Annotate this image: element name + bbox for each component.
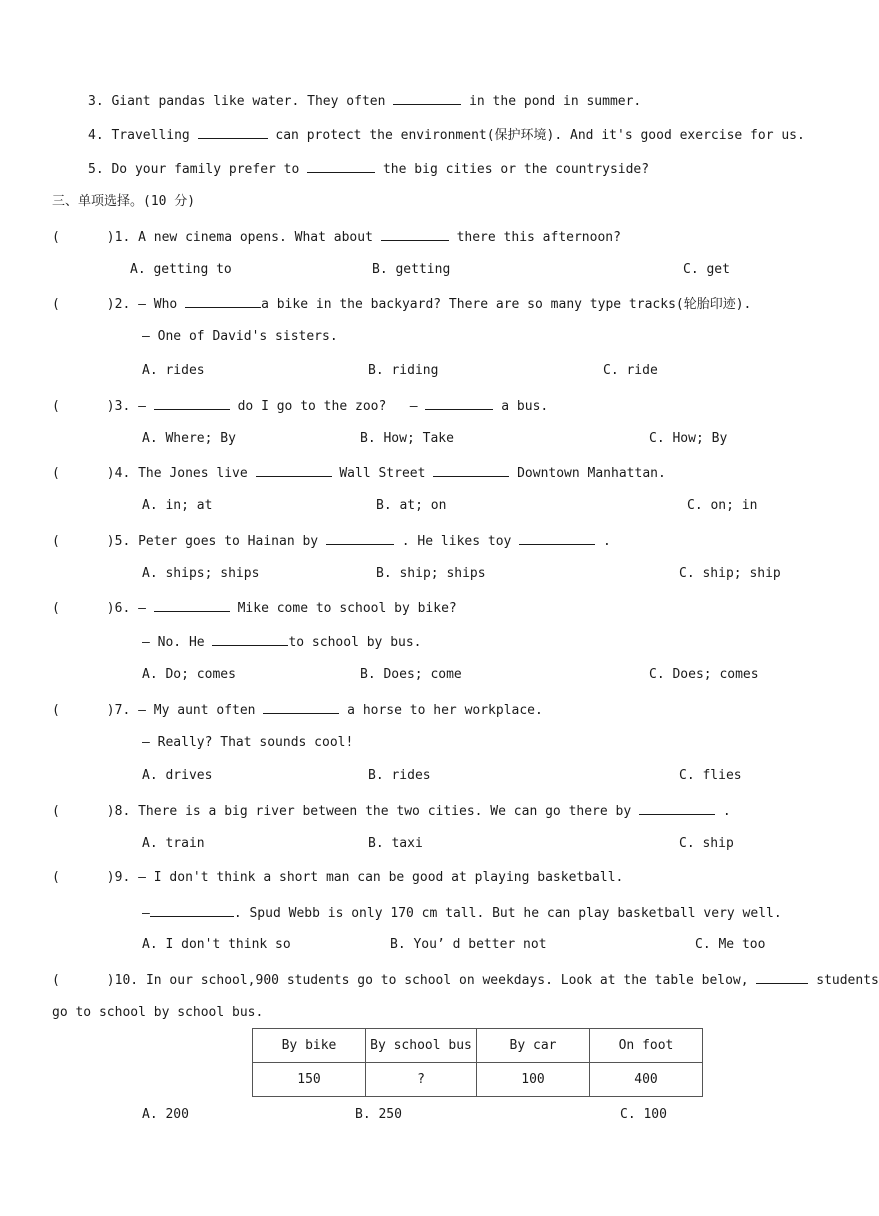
question-5: ( )5. Peter goes to Hainan by . He likes toy . <box>52 534 611 549</box>
option-a[interactable]: A. train <box>142 836 205 851</box>
option-b[interactable]: B. You’ d better not <box>390 937 547 952</box>
option-c[interactable]: C. Me too <box>695 937 766 952</box>
answer-blank[interactable] <box>307 160 375 173</box>
reply-line: — . Spud Webb is only 170 cm tall. But he can play basketball very well. <box>142 906 782 921</box>
option-a[interactable]: A. ships; ships <box>142 566 260 581</box>
question-7: ( )7. — My aunt often a horse to her workplace. <box>52 703 543 718</box>
question-2: ( )2. — Who a bike in the backyard? There are so many type tracks(轮胎印迹). <box>52 297 752 312</box>
table-cell: 150 <box>253 1063 366 1097</box>
option-c[interactable]: C. ship <box>679 836 734 851</box>
question-8: ( )8. There is a big river between the two cities. We can go there by . <box>52 804 731 819</box>
question-4: ( )4. The Jones live Wall Street Downtown Manhattan. <box>52 466 666 481</box>
answer-blank[interactable] <box>639 802 715 815</box>
table-row <box>253 1063 703 1097</box>
option-c[interactable]: C. get <box>683 262 730 277</box>
option-b[interactable]: B. Does; come <box>360 667 462 682</box>
option-a[interactable]: A. Do; comes <box>142 667 236 682</box>
option-c[interactable]: C. on; in <box>687 498 758 513</box>
option-b[interactable]: B. ship; ships <box>376 566 486 581</box>
answer-blank[interactable] <box>150 904 234 917</box>
table-header-cell: By bike <box>253 1029 366 1063</box>
answer-blank[interactable] <box>756 971 808 984</box>
option-a[interactable]: A. rides <box>142 363 205 378</box>
question-10-continued: go to school by school bus. <box>52 1005 264 1020</box>
reply-line: — Really? That sounds cool! <box>142 735 354 750</box>
option-c[interactable]: C. 100 <box>620 1107 667 1122</box>
answer-blank[interactable] <box>154 397 230 410</box>
option-b[interactable]: B. How; Take <box>360 431 454 446</box>
answer-blank[interactable] <box>425 397 493 410</box>
answer-blank[interactable] <box>185 295 261 308</box>
answer-blank[interactable] <box>381 228 449 241</box>
question-10: ( )10. In our school,900 students go to school on weekdays. Look at the table below, students <box>52 973 879 988</box>
table-header-cell: By car <box>477 1029 590 1063</box>
reply-line: — One of David's sisters. <box>142 329 338 344</box>
table-header-cell: On foot <box>590 1029 703 1063</box>
section-heading: 三、单项选择。(10 分) <box>52 194 196 209</box>
table-cell: ? <box>366 1063 477 1097</box>
option-c[interactable]: C. ride <box>603 363 658 378</box>
option-b[interactable]: B. getting <box>372 262 451 277</box>
question-9: ( )9. — I don't think a short man can be good at playing basketball. <box>52 870 624 885</box>
fill-item-5: 5. Do your family prefer to the big cities or the countryside? <box>88 162 650 177</box>
option-b[interactable]: B. rides <box>368 768 431 783</box>
transport-table <box>252 1028 703 1097</box>
answer-blank[interactable] <box>154 599 230 612</box>
option-b[interactable]: B. at; on <box>376 498 447 513</box>
option-c[interactable]: C. Does; comes <box>649 667 759 682</box>
question-3: ( )3. — do I go to the zoo? — a bus. <box>52 399 549 414</box>
answer-blank[interactable] <box>433 464 509 477</box>
table-header-row <box>253 1029 703 1063</box>
answer-blank[interactable] <box>256 464 332 477</box>
option-c[interactable]: C. flies <box>679 768 742 783</box>
option-b[interactable]: B. riding <box>368 363 439 378</box>
answer-blank[interactable] <box>212 633 288 646</box>
reply-line: — No. He to school by bus. <box>142 635 422 650</box>
answer-blank[interactable] <box>263 701 339 714</box>
answer-blank[interactable] <box>326 532 394 545</box>
option-a[interactable]: A. in; at <box>142 498 213 513</box>
option-a[interactable]: A. Where; By <box>142 431 236 446</box>
answer-blank[interactable] <box>198 126 268 139</box>
question-1: ( )1. A new cinema opens. What about there this afternoon? <box>52 230 621 245</box>
table-cell: 400 <box>590 1063 703 1097</box>
fill-item-3: 3. Giant pandas like water. They often in the pond in summer. <box>88 94 642 109</box>
option-a[interactable]: A. getting to <box>130 262 232 277</box>
question-6: ( )6. — Mike come to school by bike? <box>52 601 457 616</box>
option-a[interactable]: A. 200 <box>142 1107 189 1122</box>
option-c[interactable]: C. How; By <box>649 431 728 446</box>
table-header-cell: By school bus <box>366 1029 477 1063</box>
option-b[interactable]: B. 250 <box>355 1107 402 1122</box>
option-a[interactable]: A. I don't think so <box>142 937 291 952</box>
option-c[interactable]: C. ship; ship <box>679 566 781 581</box>
answer-blank[interactable] <box>393 92 461 105</box>
fill-item-4: 4. Travelling can protect the environment(保护环境). And it's good exercise for us. <box>88 128 805 143</box>
option-a[interactable]: A. drives <box>142 768 213 783</box>
answer-blank[interactable] <box>519 532 595 545</box>
option-b[interactable]: B. taxi <box>368 836 423 851</box>
table-cell: 100 <box>477 1063 590 1097</box>
